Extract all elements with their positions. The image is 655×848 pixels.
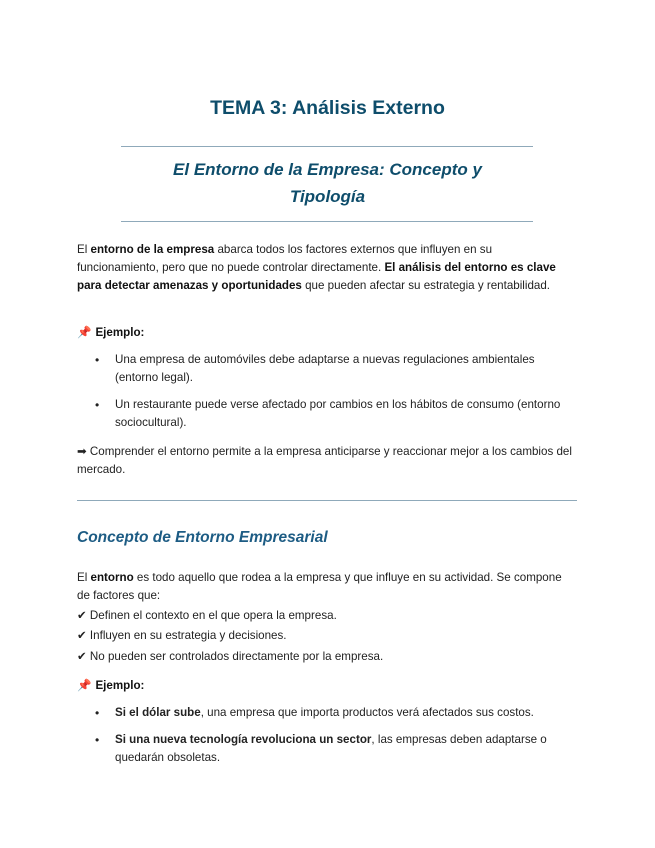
- intro-bold-1: entorno de la empresa: [90, 243, 215, 256]
- example-1-bullet-2: • Un restaurante puede verse afectado por cambios en los hábitos de consumo (entorno sociocultural).: [115, 396, 575, 432]
- example-2-heading: [77, 677, 144, 695]
- example-2-bullet-2: [115, 731, 575, 767]
- example-2-bullet-2-bold: Si una nueva tecnología revoluciona un sector: [115, 733, 372, 746]
- divider-top: [121, 146, 533, 147]
- section-divider: [77, 500, 577, 501]
- section-text-2: es todo aquello que rodea a la empresa y que influye en su actividad. Se compone de factores que:: [77, 571, 562, 602]
- page-title: TEMA 3: Análisis Externo: [210, 97, 445, 119]
- divider-subtitle-bottom: [121, 221, 533, 222]
- intro-paragraph: [77, 241, 577, 295]
- section-heading: Concepto de Entorno Empresarial: [77, 529, 328, 546]
- example-2-bullet-1: [115, 704, 575, 722]
- example-2-bullet-1-bold: Si el dólar sube: [115, 706, 201, 719]
- example-2-bullet-1-text: , una empresa que importa productos verá afectados sus costos.: [200, 706, 534, 719]
- subtitle: [0, 156, 655, 210]
- example-2-label: Ejemplo:: [95, 679, 145, 692]
- example-1-heading: [77, 324, 144, 342]
- pushpin-icon: 📌: [77, 679, 92, 692]
- intro-text-2: abarca todos los factores externos que influyen en su funcionamiento, pero que no puede controlar directamente.: [77, 243, 493, 274]
- section-bold: entorno: [90, 571, 134, 584]
- example-2-bullet-2-text: , las empresas deben adaptarse o quedarán obsoletas.: [115, 733, 547, 764]
- check-item-3: ✔ No pueden ser controlados directamente por la empresa.: [77, 650, 384, 663]
- intro-bold-2: El análisis del entorno es clave para detectar amenazas y oportunidades: [77, 261, 556, 292]
- section-paragraph: [77, 569, 577, 605]
- section-text-1: El: [77, 571, 91, 584]
- conclusion-paragraph: ➡ Comprender el entorno permite a la empresa anticiparse y reaccionar mejor a los cambios del mercado.: [77, 445, 572, 476]
- subtitle-line-2: Tipología: [289, 187, 366, 206]
- intro-text-1: El: [77, 243, 91, 256]
- example-1-bullet-1: • Una empresa de automóviles debe adaptarse a nuevas regulaciones ambientales (entorno legal).: [115, 351, 575, 387]
- example-1-label: Ejemplo:: [95, 326, 145, 339]
- check-item-2: ✔ Influyen en su estrategia y decisiones.: [77, 629, 287, 642]
- pushpin-icon: 📌: [77, 326, 92, 339]
- check-item-1: ✔ Definen el contexto en el que opera la empresa.: [77, 609, 337, 622]
- intro-text-3: que pueden afectar su estrategia y rentabilidad.: [301, 279, 551, 292]
- subtitle-line-1: El Entorno de la Empresa: Concepto y: [173, 160, 482, 179]
